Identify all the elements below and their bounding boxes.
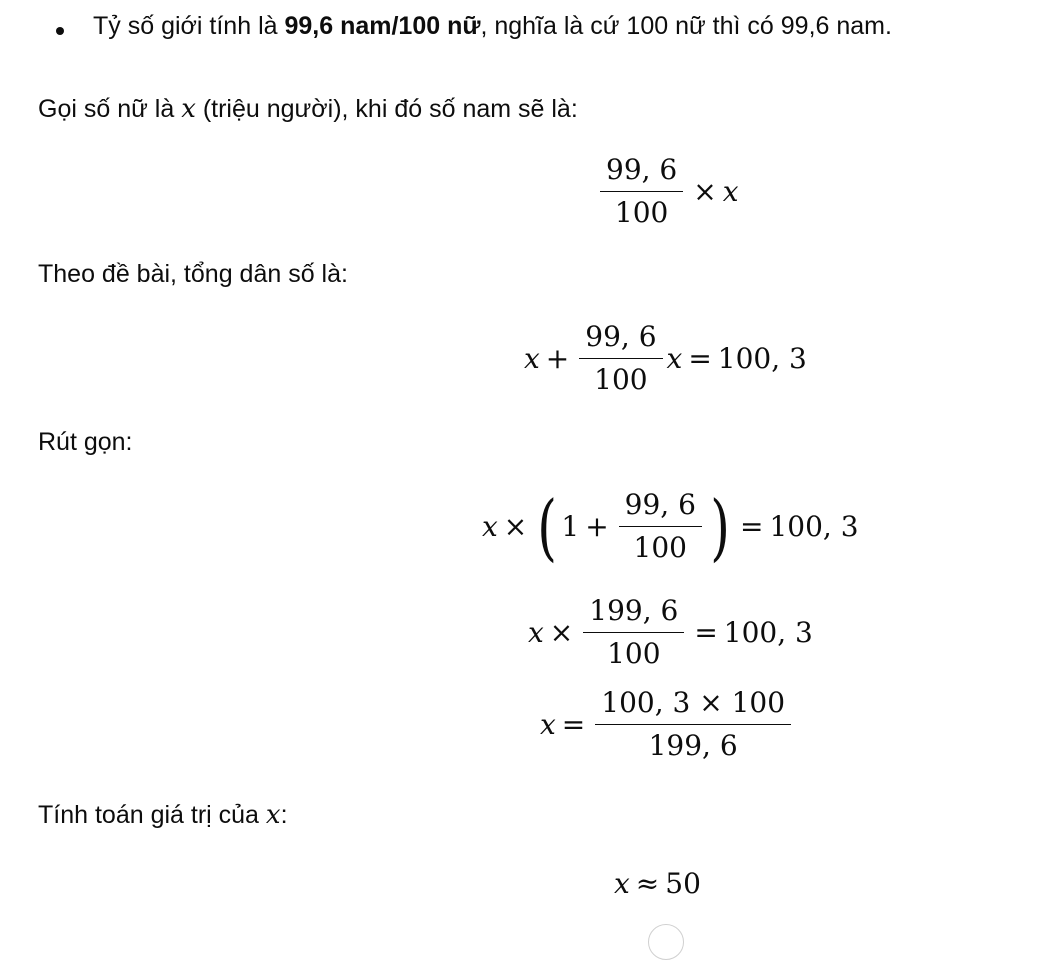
variable-x: x [722,174,739,208]
para4-var: x [265,800,281,830]
para4-after: : [280,801,288,829]
equation-factored [482,484,859,569]
approx-operator: ≈ [635,867,660,900]
equals-operator: = [694,615,718,649]
bullet-line [93,14,892,39]
equals-operator: = [688,341,712,375]
sex-ratio-bold: 99,6 nam/100 nữ [284,12,481,40]
fraction-solution [595,688,791,762]
variable-x: x [540,707,556,741]
equation-combined [528,596,813,670]
left-paren: ( [537,484,558,569]
rhs-value: 100, 3 [769,509,859,543]
para1-after: (triệu người), khi đó số nam sẽ là: [195,95,578,123]
paragraph-simplify [38,430,133,455]
para4-before: Tính toán giá trị của [38,801,266,829]
bullet-suffix: , nghĩa là cứ 100 nữ thì có 99,6 nam. [480,12,892,40]
variable-x: x [482,509,498,543]
plus-operator: + [545,341,570,375]
fraction-bar [600,191,683,192]
equation-male-count [596,155,739,229]
scroll-down-button[interactable] [648,924,684,960]
fraction-denominator: 100 [594,362,648,396]
equals-operator: = [740,509,764,543]
fraction-numerator: 99, 6 [606,153,678,186]
rhs-value: 100, 3 [717,341,807,375]
fraction-numerator: 99, 6 [585,320,657,353]
fraction-numerator: 99, 6 [624,488,696,521]
para1-var: x [181,94,196,124]
para1-before: Gọi số nữ là [38,95,182,123]
equals-operator: = [561,707,586,741]
bullet-dot [56,27,64,35]
variable-x: x [524,341,540,375]
bullet-prefix: Tỷ số giới tính là [93,12,285,40]
fraction-bar [619,526,702,527]
paragraph-total-population [38,262,348,287]
plus-operator: + [585,509,609,543]
fraction-denominator: 100 [633,530,687,564]
variable-x: x [614,867,630,900]
fraction-numerator: 199, 6 [589,594,679,627]
one-value: 1 [561,509,580,543]
fraction-numerator: 100, 3 × 100 [601,686,786,719]
variable-x: x [528,615,544,649]
times-operator: × [503,509,528,543]
fraction-denominator: 100 [614,195,669,229]
paragraph-compute-x [38,802,288,828]
fraction-denominator: 199, 6 [648,728,738,762]
fraction-denominator: 100 [607,636,661,670]
right-paren: ) [710,484,730,569]
fraction-bar [579,358,662,359]
fraction-99-6-over-100 [600,155,683,229]
rhs-value: 100, 3 [723,615,813,649]
equation-result [614,867,701,900]
para2-text: Theo đề bài, tổng dân số là: [38,260,348,288]
result-value: 50 [665,867,701,900]
equation-solve-x [540,688,795,762]
times-operator: × [549,615,574,649]
fraction-199-6-over-100 [583,596,684,670]
times-operator: × [693,174,717,208]
fraction-bar [595,724,791,725]
paragraph-define-x [38,96,578,122]
fraction-99-6-over-100 [579,322,662,396]
fraction-bar [583,632,684,633]
variable-x: x [666,341,683,375]
fraction-99-6-over-100 [619,490,702,564]
equation-total [524,322,807,396]
para3-text: Rút gọn: [38,428,133,456]
